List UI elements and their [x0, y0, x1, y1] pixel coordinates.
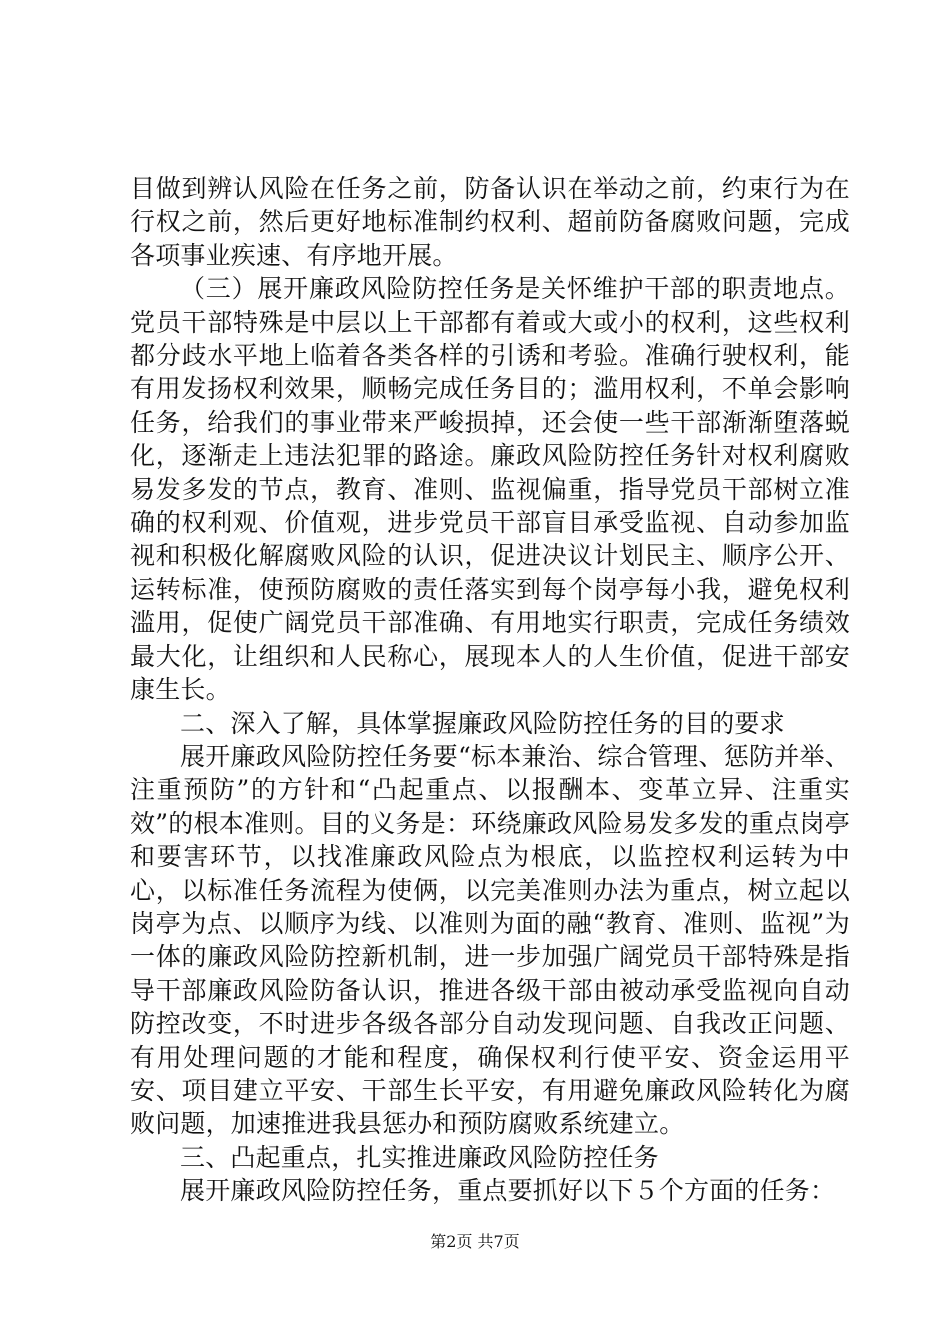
heading-part-two: 二、深入了解，具体掌握廉政风险防控任务的目的要求 [180, 708, 785, 738]
page-number-footer: 第2页 共7页 [430, 1232, 520, 1251]
paragraph-goals: 展开廉政风险防控任务要“标本兼治、综合管理、惩防并举、注重预防”的方针和“凸起重点、以报酬本、变革立异、注重实效”的根本准则。目的义务是：环绕廉政风险易发多发的重点岗亭和要害环节，以找准廉政风险点为根底，以监控权利运转为中心，以标准任务流程为使俩，以完美准则办法为重点，树立起以岗亭为点、以顺序为线、以准则为面的融“教育、准则、监视”为一体的廉政风险防控新机制，进一步加强广阔党员干部特殊是指导干部廉政风险防备认识，推进各级干部由被动承受监视向自动防控改变，不时进步各级各部分自动发现问题、自我改正问题、有用处理问题的才能和程度，确保权利行使平安、资金运用平安、项目建立平安、干部生长平安，有用避免廉政风险转化为腐败问题，加速推进我县惩办和预防腐败系统建立。 [130, 741, 850, 1139]
paragraph-tasks-intro: 展开廉政风险防控任务，重点要抓好以下５个方面的任务： [180, 1176, 836, 1206]
heading-part-three: 三、凸起重点，扎实推进廉政风险防控任务 [180, 1142, 659, 1172]
paragraph-continuation: 目做到辨认风险在任务之前，防备认识在举动之前，约束行为在行权之前，然后更好地标准制约权利、超前防备腐败问题，完成各项事业疾速、有序地开展。 [130, 174, 850, 270]
document-body [130, 172, 850, 1208]
paragraph-section-three: （三）展开廉政风险防控任务是关怀维护干部的职责地点。党员干部特殊是中层以上干部都有着或大或小的权利，这些权利都分歧水平地上临着各类各样的引诱和考验。准确行驶权利，能有用发扬权利效果，顺畅完成任务目的；滥用权利，不单会影响任务，给我们的事业带来严峻损掉，还会使一些干部渐渐堕落蜕化，逐渐走上违法犯罪的路途。廉政风险防控任务针对权利腐败易发多发的节点，教育、准则、监视偏重，指导党员干部树立准确的权利观、价值观，进步党员干部盲目承受监视、自动参加监视和积极化解腐败风险的认识，促进决议计划民主、顺序公开、运转标准，使预防腐败的责任落实到每个岗亭每小我，避免权利滥用，促使广阔党员干部准确、有用地实行职责，完成任务绩效最大化，让组织和人民称心，展现本人的人生价值，促进干部安康生长。 [130, 274, 850, 705]
